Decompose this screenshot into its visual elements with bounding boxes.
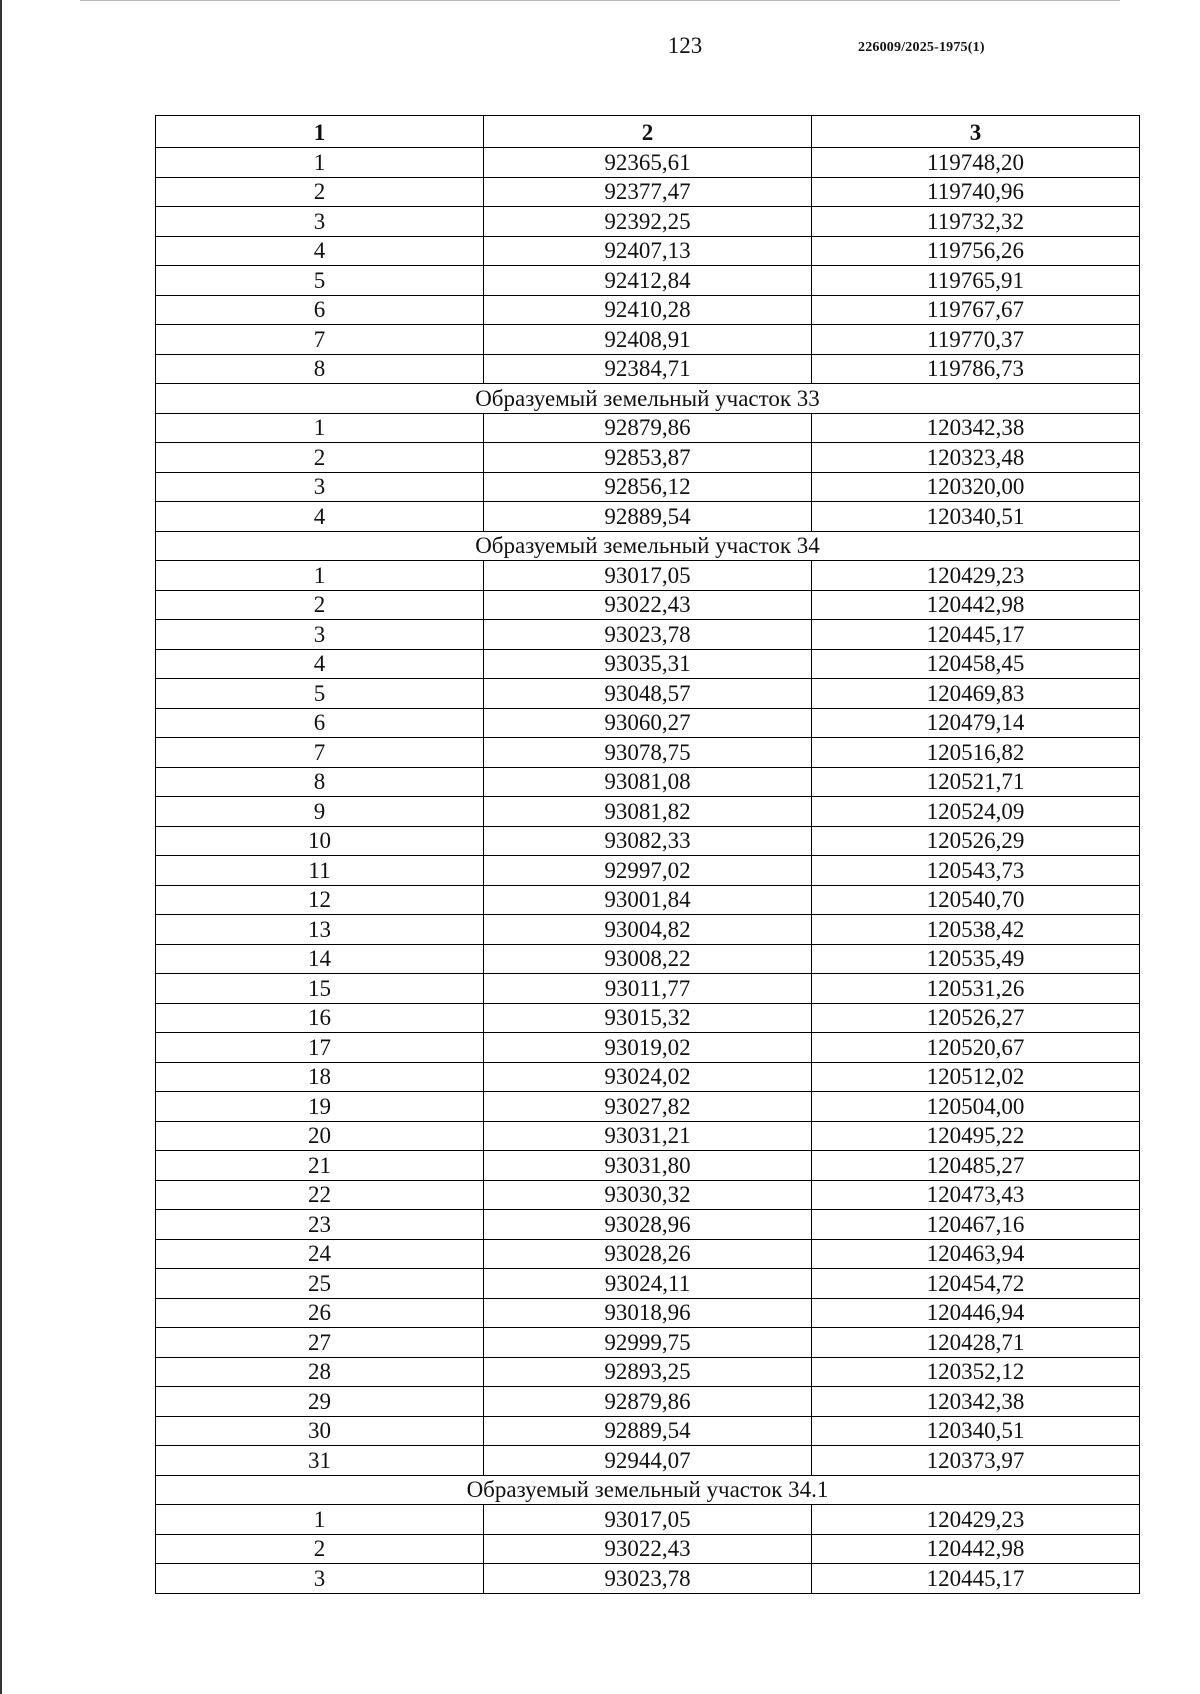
point-number-cell: 11	[156, 856, 484, 886]
page-edge	[0, 0, 2, 1694]
table-row	[156, 1534, 1140, 1564]
x-coordinate-cell: 93035,31	[484, 649, 812, 679]
y-coordinate-cell: 120373,97	[812, 1446, 1140, 1476]
point-number-cell: 5	[156, 266, 484, 296]
y-coordinate-cell: 120524,09	[812, 797, 1140, 827]
table-row	[156, 502, 1140, 532]
table-row	[156, 944, 1140, 974]
y-coordinate-cell: 120520,67	[812, 1033, 1140, 1063]
table-row	[156, 885, 1140, 915]
table-row	[156, 1003, 1140, 1033]
table-row	[156, 1092, 1140, 1122]
point-number-cell: 25	[156, 1269, 484, 1299]
table-row	[156, 738, 1140, 768]
x-coordinate-cell: 93004,82	[484, 915, 812, 945]
y-coordinate-cell: 120495,22	[812, 1121, 1140, 1151]
column-header: 3	[812, 116, 1140, 148]
y-coordinate-cell: 120543,73	[812, 856, 1140, 886]
point-number-cell: 29	[156, 1387, 484, 1417]
table-row	[156, 974, 1140, 1004]
y-coordinate-cell: 120323,48	[812, 443, 1140, 473]
point-number-cell: 3	[156, 620, 484, 650]
table-row	[156, 1210, 1140, 1240]
point-number-cell: 20	[156, 1121, 484, 1151]
point-number-cell: 4	[156, 502, 484, 532]
x-coordinate-cell: 92410,28	[484, 295, 812, 325]
x-coordinate-cell: 92889,54	[484, 502, 812, 532]
y-coordinate-cell: 120445,17	[812, 620, 1140, 650]
y-coordinate-cell: 120342,38	[812, 413, 1140, 443]
table-row	[156, 915, 1140, 945]
y-coordinate-cell: 119740,96	[812, 177, 1140, 207]
x-coordinate-cell: 92853,87	[484, 443, 812, 473]
y-coordinate-cell: 120473,43	[812, 1180, 1140, 1210]
x-coordinate-cell: 93048,57	[484, 679, 812, 709]
table-row	[156, 177, 1140, 207]
table-row	[156, 1033, 1140, 1063]
table-row	[156, 1239, 1140, 1269]
x-coordinate-cell: 93017,05	[484, 1505, 812, 1535]
point-number-cell: 15	[156, 974, 484, 1004]
table-row	[156, 413, 1140, 443]
point-number-cell: 3	[156, 1564, 484, 1594]
table-row	[156, 679, 1140, 709]
x-coordinate-cell: 93030,32	[484, 1180, 812, 1210]
y-coordinate-cell: 120531,26	[812, 974, 1140, 1004]
x-coordinate-cell: 93031,80	[484, 1151, 812, 1181]
table-row	[156, 826, 1140, 856]
x-coordinate-cell: 93024,02	[484, 1062, 812, 1092]
y-coordinate-cell: 120429,23	[812, 1505, 1140, 1535]
table-row	[156, 207, 1140, 237]
y-coordinate-cell: 120479,14	[812, 708, 1140, 738]
table-row	[156, 1269, 1140, 1299]
section-title: Образуемый земельный участок 34	[156, 531, 1140, 561]
point-number-cell: 7	[156, 738, 484, 768]
y-coordinate-cell: 120446,94	[812, 1298, 1140, 1328]
table-header-row	[156, 116, 1140, 148]
x-coordinate-cell: 93001,84	[484, 885, 812, 915]
x-coordinate-cell: 92856,12	[484, 472, 812, 502]
x-coordinate-cell: 93081,08	[484, 767, 812, 797]
y-coordinate-cell: 120516,82	[812, 738, 1140, 768]
table-row	[156, 620, 1140, 650]
point-number-cell: 26	[156, 1298, 484, 1328]
y-coordinate-cell: 120535,49	[812, 944, 1140, 974]
table-row	[156, 295, 1140, 325]
point-number-cell: 30	[156, 1416, 484, 1446]
x-coordinate-cell: 93015,32	[484, 1003, 812, 1033]
table-row	[156, 1151, 1140, 1181]
page-top-edge	[80, 0, 1120, 1]
y-coordinate-cell: 120540,70	[812, 885, 1140, 915]
table-row	[156, 767, 1140, 797]
point-number-cell: 31	[156, 1446, 484, 1476]
table-row	[156, 266, 1140, 296]
y-coordinate-cell: 120352,12	[812, 1357, 1140, 1387]
section-title-row	[156, 384, 1140, 414]
table-row	[156, 649, 1140, 679]
point-number-cell: 1	[156, 561, 484, 591]
point-number-cell: 4	[156, 649, 484, 679]
point-number-cell: 10	[156, 826, 484, 856]
point-number-cell: 17	[156, 1033, 484, 1063]
y-coordinate-cell: 119765,91	[812, 266, 1140, 296]
point-number-cell: 1	[156, 148, 484, 178]
column-header: 1	[156, 116, 484, 148]
y-coordinate-cell: 119770,37	[812, 325, 1140, 355]
x-coordinate-cell: 92408,91	[484, 325, 812, 355]
point-number-cell: 21	[156, 1151, 484, 1181]
x-coordinate-cell: 92879,86	[484, 1387, 812, 1417]
x-coordinate-cell: 92365,61	[484, 148, 812, 178]
x-coordinate-cell: 93023,78	[484, 620, 812, 650]
x-coordinate-cell: 92407,13	[484, 236, 812, 266]
table-row	[156, 1387, 1140, 1417]
point-number-cell: 24	[156, 1239, 484, 1269]
y-coordinate-cell: 120485,27	[812, 1151, 1140, 1181]
column-header: 2	[484, 116, 812, 148]
x-coordinate-cell: 93082,33	[484, 826, 812, 856]
y-coordinate-cell: 120454,72	[812, 1269, 1140, 1299]
point-number-cell: 7	[156, 325, 484, 355]
point-number-cell: 2	[156, 443, 484, 473]
table-row	[156, 1328, 1140, 1358]
table-row	[156, 1180, 1140, 1210]
y-coordinate-cell: 120320,00	[812, 472, 1140, 502]
table-row	[156, 148, 1140, 178]
point-number-cell: 5	[156, 679, 484, 709]
y-coordinate-cell: 120504,00	[812, 1092, 1140, 1122]
section-title: Образуемый земельный участок 34.1	[156, 1475, 1140, 1505]
y-coordinate-cell: 120526,29	[812, 826, 1140, 856]
table-row	[156, 1416, 1140, 1446]
point-number-cell: 2	[156, 177, 484, 207]
x-coordinate-cell: 93019,02	[484, 1033, 812, 1063]
x-coordinate-cell: 93022,43	[484, 1534, 812, 1564]
table-row	[156, 797, 1140, 827]
y-coordinate-cell: 119767,67	[812, 295, 1140, 325]
section-title: Образуемый земельный участок 33	[156, 384, 1140, 414]
point-number-cell: 2	[156, 590, 484, 620]
table-row	[156, 1446, 1140, 1476]
y-coordinate-cell: 120458,45	[812, 649, 1140, 679]
table-row	[156, 236, 1140, 266]
section-title-row	[156, 1475, 1140, 1505]
table-row	[156, 325, 1140, 355]
point-number-cell: 6	[156, 708, 484, 738]
point-number-cell: 14	[156, 944, 484, 974]
y-coordinate-cell: 120467,16	[812, 1210, 1140, 1240]
y-coordinate-cell: 119732,32	[812, 207, 1140, 237]
y-coordinate-cell: 120429,23	[812, 561, 1140, 591]
y-coordinate-cell: 120342,38	[812, 1387, 1140, 1417]
y-coordinate-cell: 120521,71	[812, 767, 1140, 797]
y-coordinate-cell: 120526,27	[812, 1003, 1140, 1033]
x-coordinate-cell: 92392,25	[484, 207, 812, 237]
point-number-cell: 18	[156, 1062, 484, 1092]
x-coordinate-cell: 93011,77	[484, 974, 812, 1004]
table-row	[156, 1505, 1140, 1535]
page-number: 123	[667, 33, 703, 58]
x-coordinate-cell: 93060,27	[484, 708, 812, 738]
x-coordinate-cell: 92384,71	[484, 354, 812, 384]
x-coordinate-cell: 92412,84	[484, 266, 812, 296]
x-coordinate-cell: 93078,75	[484, 738, 812, 768]
table-row	[156, 1564, 1140, 1594]
point-number-cell: 23	[156, 1210, 484, 1240]
x-coordinate-cell: 93018,96	[484, 1298, 812, 1328]
point-number-cell: 28	[156, 1357, 484, 1387]
x-coordinate-cell: 93028,96	[484, 1210, 812, 1240]
point-number-cell: 6	[156, 295, 484, 325]
x-coordinate-cell: 92944,07	[484, 1446, 812, 1476]
y-coordinate-cell: 120340,51	[812, 502, 1140, 532]
y-coordinate-cell: 120428,71	[812, 1328, 1140, 1358]
x-coordinate-cell: 93017,05	[484, 561, 812, 591]
point-number-cell: 19	[156, 1092, 484, 1122]
x-coordinate-cell: 92999,75	[484, 1328, 812, 1358]
point-number-cell: 12	[156, 885, 484, 915]
table-row	[156, 443, 1140, 473]
document-code: 226009/2025-1975(1)	[858, 40, 985, 55]
y-coordinate-cell: 119786,73	[812, 354, 1140, 384]
x-coordinate-cell: 93028,26	[484, 1239, 812, 1269]
x-coordinate-cell: 92893,25	[484, 1357, 812, 1387]
y-coordinate-cell: 120463,94	[812, 1239, 1140, 1269]
section-title-row	[156, 531, 1140, 561]
x-coordinate-cell: 92997,02	[484, 856, 812, 886]
point-number-cell: 2	[156, 1534, 484, 1564]
y-coordinate-cell: 120512,02	[812, 1062, 1140, 1092]
point-number-cell: 8	[156, 354, 484, 384]
x-coordinate-cell: 93081,82	[484, 797, 812, 827]
x-coordinate-cell: 92889,54	[484, 1416, 812, 1446]
table-row	[156, 1062, 1140, 1092]
x-coordinate-cell: 93024,11	[484, 1269, 812, 1299]
table-row	[156, 1121, 1140, 1151]
table-row	[156, 354, 1140, 384]
y-coordinate-cell: 120538,42	[812, 915, 1140, 945]
point-number-cell: 1	[156, 1505, 484, 1535]
table-row	[156, 856, 1140, 886]
table-row	[156, 1298, 1140, 1328]
point-number-cell: 27	[156, 1328, 484, 1358]
y-coordinate-cell: 119756,26	[812, 236, 1140, 266]
table-row	[156, 590, 1140, 620]
point-number-cell: 13	[156, 915, 484, 945]
table-body	[156, 148, 1140, 1594]
table-row	[156, 561, 1140, 591]
y-coordinate-cell: 120445,17	[812, 1564, 1140, 1594]
y-coordinate-cell: 120442,98	[812, 590, 1140, 620]
table-row	[156, 1357, 1140, 1387]
point-number-cell: 1	[156, 413, 484, 443]
y-coordinate-cell: 119748,20	[812, 148, 1140, 178]
x-coordinate-cell: 92377,47	[484, 177, 812, 207]
x-coordinate-cell: 93027,82	[484, 1092, 812, 1122]
y-coordinate-cell: 120469,83	[812, 679, 1140, 709]
y-coordinate-cell: 120340,51	[812, 1416, 1140, 1446]
x-coordinate-cell: 93022,43	[484, 590, 812, 620]
point-number-cell: 8	[156, 767, 484, 797]
coordinates-table	[155, 115, 1140, 1594]
x-coordinate-cell: 93008,22	[484, 944, 812, 974]
point-number-cell: 4	[156, 236, 484, 266]
point-number-cell: 22	[156, 1180, 484, 1210]
y-coordinate-cell: 120442,98	[812, 1534, 1140, 1564]
x-coordinate-cell: 93031,21	[484, 1121, 812, 1151]
table-row	[156, 472, 1140, 502]
x-coordinate-cell: 93023,78	[484, 1564, 812, 1594]
point-number-cell: 16	[156, 1003, 484, 1033]
x-coordinate-cell: 92879,86	[484, 413, 812, 443]
point-number-cell: 3	[156, 207, 484, 237]
point-number-cell: 9	[156, 797, 484, 827]
point-number-cell: 3	[156, 472, 484, 502]
table-row	[156, 708, 1140, 738]
